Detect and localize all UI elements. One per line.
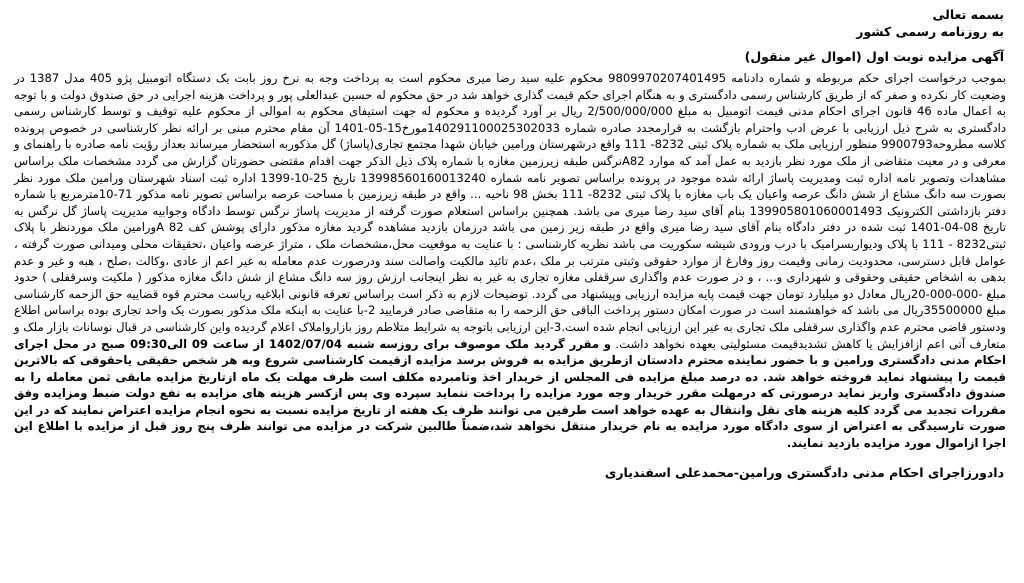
header-recipient: به روزنامه رسمی کشور <box>856 24 1004 39</box>
header-basmala: بسمه تعالی <box>932 7 1004 22</box>
notice-body <box>14 70 1010 452</box>
body-text-bold: و مقرر گردید ملک موصوف برای روزسه شنبه 1402/07/04 از ساعت 09 الی09:30 صبح در محل اجرای احکام مدنی دادگستری ورامین و با حضور نماینده محترم دادستان ازطریق مزایده به فروش برسد مزایده ازقیمت کارشناسی شروع وبه هر شخص حقیقی یاحقوقی که بالاترین قیمت را پیشنهاد نماید فروخته خواهد شد. ده درصد مبلغ مزایده فی المجلس از خریدار اخذ وتامبرده مکلف است ظرف مهلت یک ماه ازتاریخ مزایده مابقی ثمن معامله را به صندوق دادگستری واریز نماید درصورتی که درمهلت مقرر خریدار وجه مورد مزایده را پرداخت ننماید سپرده وی پس ازکسر هزینه های مزایده به نفع دولت ضبط ومزایده وفق مقررات تجدید می گردد کلیه هزینه های نقل وانتقال به عهده خواهد است طرفین می توانند ظرف یک هفته از تاریخ مزایده نسبت به نحوه انجام مزایده اعتراض نمایند که در این صورت تارسیدگی به اعتراض از سوی دادگاه مورد مزایده به نام خریدار منتقل نخواهد شد،ضمناً طالبین شرکت در مزایده می توانند ظرف پنج روز قبل از مزایده با اطلاع این اجرا ازاموال مورد مزایده بازدید نمایند. <box>14 336 1006 451</box>
auction-notice-document <box>14 6 1010 580</box>
signature-line: دادورزاجرای احکام مدنی دادگستری ورامین-محمدعلی اسفندیاری <box>604 464 1004 480</box>
notice-title: آگهی مزایده نوبت اول (اموال غیر منقول) <box>744 49 1004 64</box>
body-text-regular: بموجب درخواست اجرای حکم مربوطه و شماره دادنامه 9809970207401495 محکوم علیه سید رضا میری محکوم است به پرداخت وجه به نرخ روز بابت یک دستگاه اتومبیل پژو 405 مدل 1387 در وضعیت کار نکرده و صفر که از طریق کارشناس رسمی دادگستری و به هنگام اجرای حکم قیمت گذاری خواهد شد در حق محکوم له حسین عبدالعلی پور و پرداخت هزینه اجرایی در حق صندوق دولت و با توجه به اعمال ماده 46 قانون اجرای احکام مدنی قیمت اتومبیل به مبلغ 2/500/000/000 ریال بر آورد گردیده و محکوم له جهت استیفای محکوم به اموالی از محکوم علیه توقیف و توسط کارشناس رسمی دادگستری به شرح ذیل ارزیابی با عرض ادب واحترام بازگشت به قرارمجدد صادره شماره 140291100025302033مورخ15-05-1401 آن مقام محترم مبنی بر ارائه نظر کارشناسی در خصوص پرونده کلاسه مطروحه9900793 منظور ارزیابی ملک به شماره پلاک ثبتی 8232- 111 واقع درشهرستان ورامین خیابان شهدا مجتمع تجاری(پاساژ) گل مذکوربه استحضار میرساند بعداز رؤیت نامه صادره با راهنمای و معرفی و در معیت متقاضی از ملک مورد نظر بازدید به عمل آمد که موارد A82نرگس طبقه زیرزمین مغازه با شماره پلاک ذیل الذکر جهت اقدام مقتضی حضورتان گزارش می گردد مشخصات ملک براساس مشاهدات وتصویر نامه اداره ثبت ومدیریت پاساژ ارائه شده موجود در پرونده براساس تصویر نامه شماره 13998560160013240 تاریخ 25-10-1399 اداره ثبت اسناد شهرستان ورامین ملک مورد نظر بصورت سه دانگ مشاع از شش دانگ عرصه واعیان یک باب مغازه با پلاک ثبتی 8232- 111 بخش 98 ناحیه ... واقع در طبقه زیرزمین با مساحت عرصه براساس تصویر نامه مذکور 71-10مترمربع با شماره دفتر بازداشتی الکترونیک 139905801060001493 بنام آقای سید رضا میری می باشد. همچنین براساس استعلام صورت گرفته از مدیریت پاساژ نرگس توسط دادگاه وجوابیه مدیریت پاساژ گل نرگس به تاریخ 08-04-1401 ثبت شده در دفتر دادگاه بنام آقای سید رضا میری واقع در طبقه زیر زمین می باشد درزمان بازدید مشاهده گردید مغازه مذکور دارای پوشش کف A 82ورامین ملک موردنظر با پلاک ثبتی8232 - 111 با پلاک ودیواربسرامیک با درب ورودی شیشه سکوریت می باشد نظریه کارشناسی : با عنایت به موقعیت محل،مشخصات ملک ، متراژ عرصه واعیان ،تحقیقات محلی ومیدانی صورت گرفته ، عوامل قابل دسترسی، محدودیت زمانی وقیمت روز وفارغ از موارد حقوقی وثبتی مترتب بر ملک ،عدم تائید مالکیت واصالت سند ودرصورت عدم معامله به غیر اعم از عادی ،وکالت ،صلح ، هبه و غیر و عدم بدهی به اشخاص حقیقی وحقوقی و شهرداری و... ، و در صورت عدم واگذاری سرقفلی مغازه تجاری به غیر به نظر اینجانب ارزش روز سه دانگ مشاع از شش دانگ مغازه مذکور ( ملکیت وسرقفلی ) حدود مبلغ -000-000-20ریال معادل دو میلیارد تومان جهت قیمت پایه مزایده ارزیابی وپیشنهاد می گردد. توضیحات لازم به ذکر است براساس تعرفه قانونی ابلاغیه ریاست محترم قوه قضاییه حق الزحمه کارشناسی مبلغ 35500000ریال می باشد که خواهشمند است در صورت امکان دستور پرداخت الباقی حق الزحمه را به متقاضی صادر فرمایید 2-با عنایت به اینکه ملک مذکور بصورت یک واحد تجاری بوده براساس اطلاع ودستور قاضی محترم عدم واگذاری سرقفلی ملک تجاری به غیر این ارزیابی انجام شده است.3-این ارزیابی باتوجه به شرایط متلاطم روز بازارواملاک اعلام گردیده واین کارشناسی در قبال نوسانات بازار ملک و متعارف آتی اعم ازافزایش یا کاهش تشدیدقیمت مسئولیتی بعهده نخواهد داشت. <box>14 71 1007 351</box>
